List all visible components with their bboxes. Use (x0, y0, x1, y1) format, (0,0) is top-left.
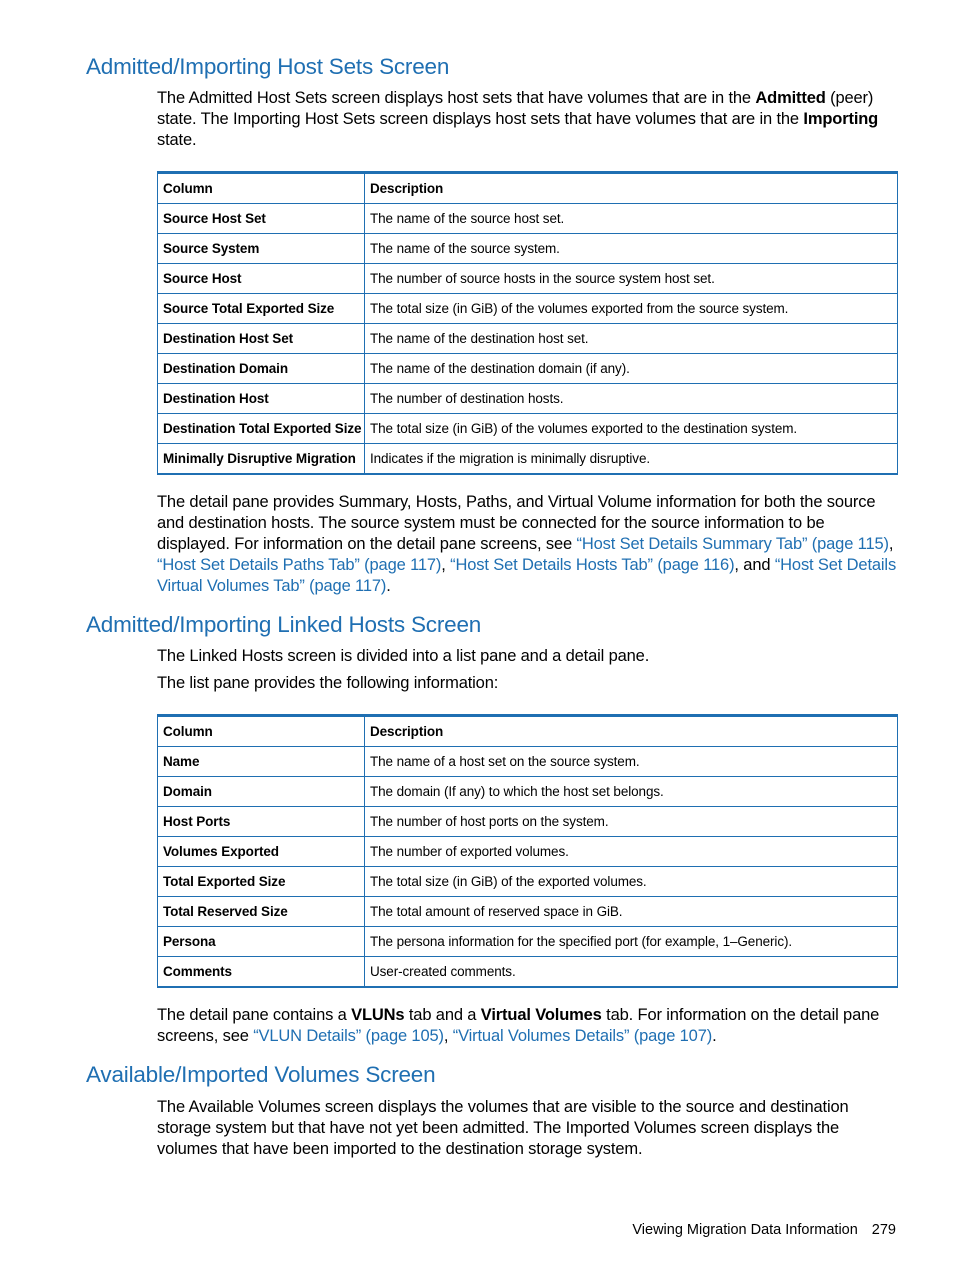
row-desc: The number of source hosts in the source system host set. (365, 264, 898, 294)
table-row (158, 957, 898, 988)
row-desc: The name of a host set on the source system. (365, 747, 898, 777)
table-row (158, 807, 898, 837)
row-key: Destination Domain (158, 354, 365, 384)
volumes-paragraph: The Available Volumes screen displays the volumes that are visible to the source and destination storage system but that have not yet been admitted. The Imported Volumes screen displays the volumes that have been imported to the destination storage system. (157, 1098, 849, 1158)
footer-title: Viewing Migration Data Information (632, 1222, 858, 1238)
section-heading-host-sets: Admitted/Importing Host Sets Screen (86, 54, 450, 79)
row-desc: The name of the destination domain (if any). (365, 354, 898, 384)
row-key: Name (158, 747, 365, 777)
row-desc: The domain (If any) to which the host set belongs. (365, 777, 898, 807)
separator: , (888, 535, 894, 553)
separator: , and (734, 556, 775, 574)
row-desc: User-created comments. (365, 957, 898, 988)
row-desc: The number of exported volumes. (365, 837, 898, 867)
separator: , (443, 1027, 453, 1045)
row-key: Total Reserved Size (158, 897, 365, 927)
table-row (158, 837, 898, 867)
row-key: Destination Host Set (158, 324, 365, 354)
table-row (158, 414, 898, 444)
row-key: Source System (158, 234, 365, 264)
row-key: Source Host Set (158, 204, 365, 234)
separator: . (386, 577, 391, 595)
table-row (158, 444, 898, 475)
linked-hosts-table (157, 714, 898, 988)
row-key: Domain (158, 777, 365, 807)
row-key: Comments (158, 957, 365, 988)
table-row (158, 777, 898, 807)
table-row (158, 354, 898, 384)
row-key: Minimally Disruptive Migration (158, 444, 365, 475)
row-key: Source Host (158, 264, 365, 294)
row-key: Destination Total Exported Size (158, 414, 365, 444)
row-key: Volumes Exported (158, 837, 365, 867)
detail-text: The detail pane contains a (157, 1006, 352, 1024)
linked-hosts-detail-paragraph (157, 1005, 897, 1047)
row-key: Destination Host (158, 384, 365, 414)
linked-hosts-intro: The Linked Hosts screen is divided into a list pane and a detail pane. (157, 647, 650, 665)
table-row (158, 927, 898, 957)
intro-bold-importing: Importing (803, 110, 879, 128)
column-header: Column (158, 173, 365, 204)
link-host-set-summary-tab[interactable]: “Host Set Details Summary Tab” (page 115) (576, 535, 889, 553)
row-desc: The total size (in GiB) of the volumes exported from the source system. (365, 294, 898, 324)
table-row (158, 384, 898, 414)
table-row (158, 324, 898, 354)
table-row (158, 234, 898, 264)
row-desc: The name of the destination host set. (365, 324, 898, 354)
row-desc: The number of host ports on the system. (365, 807, 898, 837)
intro-bold-admitted: Admitted (755, 89, 826, 107)
description-header: Description (365, 716, 898, 747)
row-key: Host Ports (158, 807, 365, 837)
table-row (158, 264, 898, 294)
page-number: 279 (871, 1222, 896, 1238)
table-row (158, 294, 898, 324)
detail-text: tab. For information on the detail pane screens, see (157, 1006, 880, 1045)
column-header: Column (158, 716, 365, 747)
description-header: Description (365, 173, 898, 204)
page-footer (632, 1222, 896, 1238)
row-key: Total Exported Size (158, 867, 365, 897)
table-header-row (158, 173, 898, 204)
row-desc: The total size (in GiB) of the volumes exported to the destination system. (365, 414, 898, 444)
row-desc: The total size (in GiB) of the exported volumes. (365, 867, 898, 897)
row-key: Source Total Exported Size (158, 294, 365, 324)
link-vlun-details[interactable]: “VLUN Details” (page 105) (253, 1027, 444, 1045)
row-desc: The name of the source system. (365, 234, 898, 264)
row-desc: The persona information for the specified port (for example, 1–Generic). (365, 927, 898, 957)
link-host-set-hosts-tab[interactable]: “Host Set Details Hosts Tab” (page 116) (450, 556, 735, 574)
intro-text: state. (157, 131, 197, 149)
row-desc: The number of destination hosts. (365, 384, 898, 414)
row-desc: Indicates if the migration is minimally disruptive. (365, 444, 898, 475)
linked-hosts-list-intro: The list pane provides the following information: (157, 674, 499, 692)
link-host-set-paths-tab[interactable]: “Host Set Details Paths Tab” (page 117) (157, 556, 442, 574)
row-desc: The total amount of reserved space in GiB. (365, 897, 898, 927)
detail-bold-virtual-volumes: Virtual Volumes (480, 1006, 602, 1024)
section-heading-linked-hosts: Admitted/Importing Linked Hosts Screen (86, 612, 482, 637)
intro-text: The Admitted Host Sets screen displays host sets that have volumes that are in the (157, 89, 756, 107)
link-virtual-volumes-details[interactable]: “Virtual Volumes Details” (page 107) (452, 1027, 713, 1045)
separator: . (712, 1027, 717, 1045)
table-row (158, 867, 898, 897)
section-heading-volumes: Available/Imported Volumes Screen (86, 1062, 436, 1087)
table-row (158, 204, 898, 234)
host-sets-detail-paragraph (157, 492, 897, 597)
table-row (158, 747, 898, 777)
row-key: Persona (158, 927, 365, 957)
link-host-set-virtual-volumes-tab[interactable]: “Host Set Details Virtual Volumes Tab” (page 117) (157, 556, 897, 595)
detail-text: tab and a (404, 1006, 481, 1024)
separator: , (441, 556, 451, 574)
table-row (158, 897, 898, 927)
detail-text: The detail pane provides Summary, Hosts, Paths, and Virtual Volume information for both the source and destination hosts. The source system must be connected for the source information to be displayed. For information on the detail pane screens, see (157, 493, 876, 553)
row-desc: The name of the source host set. (365, 204, 898, 234)
host-sets-intro (157, 88, 897, 151)
intro-text: (peer) state. The Importing Host Sets screen displays host sets that have volumes that are in the (157, 89, 874, 128)
table-header-row (158, 716, 898, 747)
detail-bold-vluns: VLUNs (351, 1006, 405, 1024)
host-sets-table (157, 171, 898, 475)
